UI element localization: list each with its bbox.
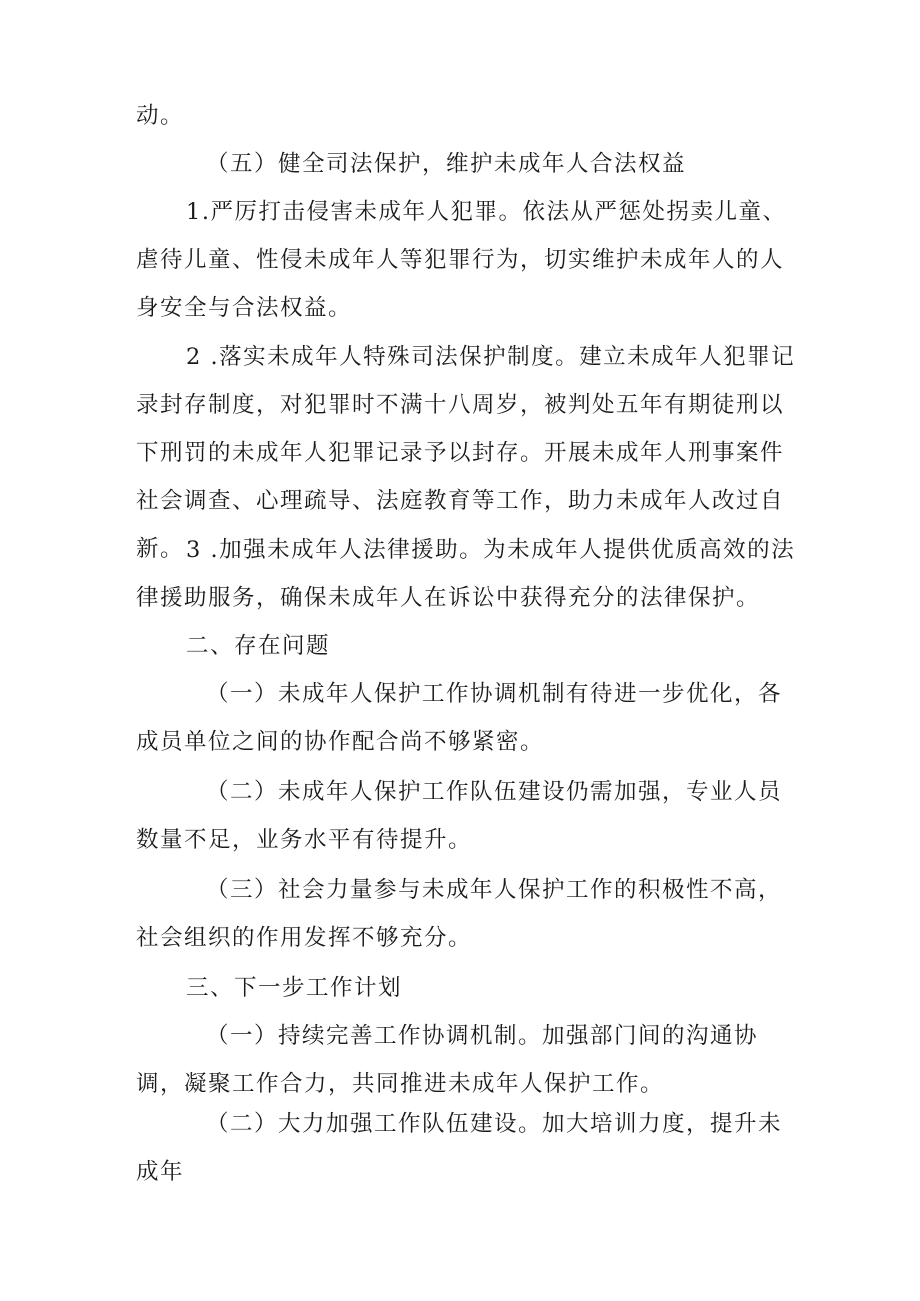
paragraph-problem-two: （二）未成年人保护工作队伍建设仍需加强，专业人员数量不足，业务水平有待提升。	[136, 779, 783, 853]
paragraph-problem-one: （一）未成年人保护工作协调机制有待进一步优化，各成员单位之间的协作配合尚不够紧密。	[136, 681, 783, 755]
paragraph-problem-three: （三）社会力量参与未成年人保护工作的积极性不高，社会组织的作用发挥不够充分。	[136, 877, 783, 951]
section-heading-judicial-protection: （五）健全司法保护，维护未成年人合法权益	[206, 151, 687, 177]
paragraph-special-judicial-protection: 2 .落实未成年人特殊司法保护制度。建立未成年人犯罪记录封存制度，对犯罪时不满十八周岁，被判处五年有期徒刑以下刑罚的未成年人犯罪记录予以封存。开展未成年人刑事案件社会调查、心理疏导、法庭教育等工作，助力未成年人改过自新。	[136, 344, 796, 562]
paragraph-continuation: 动。	[136, 103, 185, 129]
paragraph-crack-down-crimes: 1.严厉打击侵害未成年人犯罪。依法从严惩处拐卖儿童、虐待儿童、性侵未成年人等犯罪行为，切实维护未成年人的人身安全与合法权益。	[136, 199, 787, 321]
paragraph-legal-aid: 3 .加强未成年人法律援助。为未成年人提供优质高效的法律援助服务，确保未成年人在诉讼中获得充分的法律保护。	[136, 537, 796, 611]
paragraph-plan-two: （二）大力加强工作队伍建设。加大培训力度，提升未成年	[136, 1111, 783, 1185]
section-heading-existing-problems: 二、存在问题	[186, 633, 331, 659]
section-heading-next-steps: 三、下一步工作计划	[186, 975, 403, 1001]
paragraph-plan-one: （一）持续完善工作协调机制。加强部门间的沟通协调，凝聚工作合力，共同推进未成年人保护工作。	[136, 1023, 759, 1097]
